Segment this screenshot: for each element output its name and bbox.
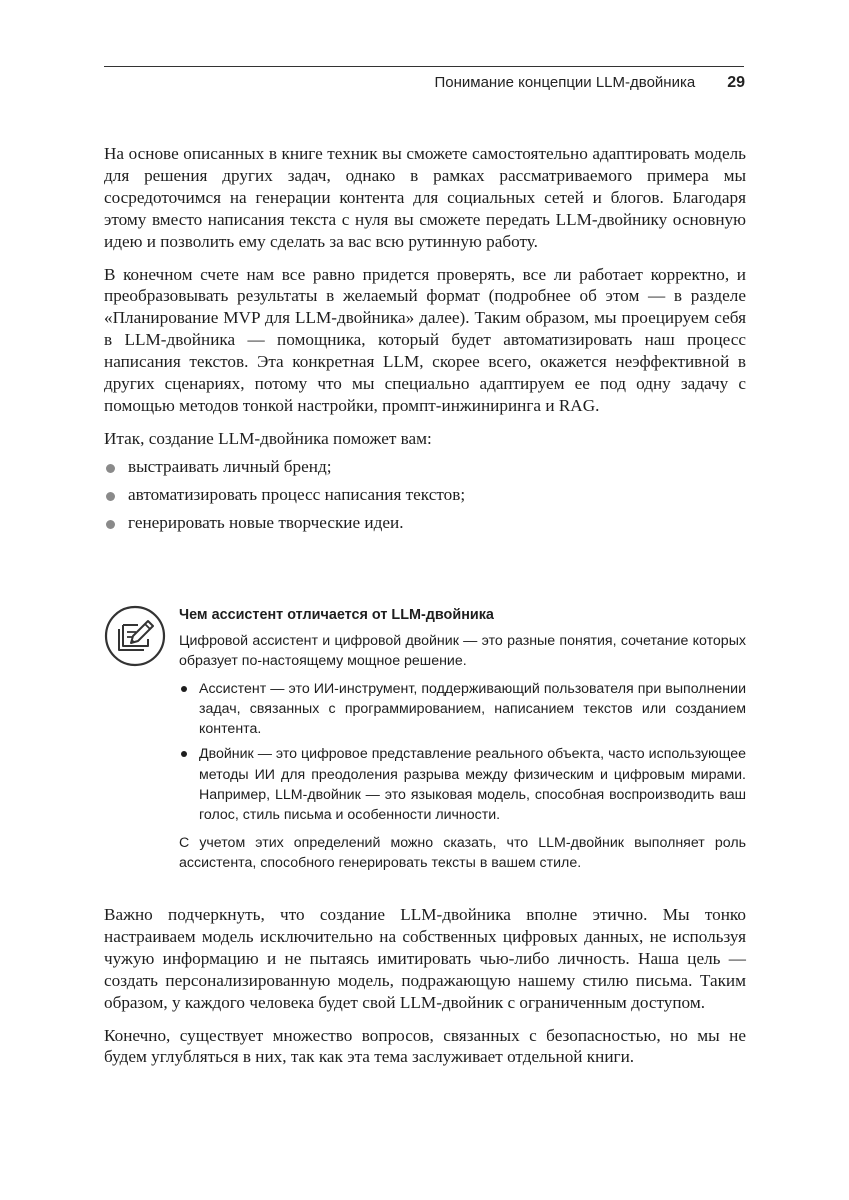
paragraph: Важно подчеркнуть, что создание LLM-двойника вполне этично. Мы тонко настраиваем модель исключительно на собственных цифровых данных, не используя чужую информацию и не пытаясь имитировать чью-либо личность. Наша цель — создать персонализированную модель, подражающую нашему стилю письма. Таким образом, у каждого человека будет свой LLM-двойник с ограниченным доступом. <box>104 905 746 1012</box>
note-definitions-list <box>179 679 746 826</box>
paragraph-lead-in: Итак, создание LLM-двойника поможет вам: <box>104 428 432 448</box>
benefits-list <box>104 456 746 534</box>
note-intro: Цифровой ассистент и цифровой двойник — это разные понятия, сочетание которых образует по-настоящему мощное решение. <box>179 633 746 670</box>
list-item: Ассистент — это ИИ-инструмент, поддерживающий пользователя при выполнении задач, связанных с программированием, написанием текстов или созданием контента. <box>179 679 746 740</box>
running-header <box>434 74 745 92</box>
list-item: автоматизировать процесс написания текстов; <box>104 484 746 506</box>
running-title: Понимание концепции LLM-двойника <box>434 74 696 91</box>
list-item: Двойник — это цифровое представление реального объекта, часто использующее методы ИИ для преодоления разрыва между физическим и цифровым мирами. Например, LLM-двойник — это языковая модель, способная воспроизводить ваш голос, стиль письма и особенности личности. <box>179 744 746 825</box>
paragraph: В конечном счете нам все равно придется проверять, все ли работает корректно, и преобразовывать результаты в желаемый формат (подробнее об этом — в разделе «Планирование MVP для LLM-двойника» далее). Таким образом, мы проецируем себя в LLM-двойника — помощника, который будет автоматизировать наш процесс написания текстов. Эта конкретная LLM, скорее всего, окажется неэффективной в других сценариях, потому что мы специально адаптируем ее под одну задачу с помощью методов тонкой настройки, промпт-инжиниринга и RAG. <box>104 264 746 415</box>
list-item: выстраивать личный бренд; <box>104 456 746 478</box>
note-title: Чем ассистент отличается от LLM-двойника <box>179 607 494 623</box>
page-number: 29 <box>727 74 745 91</box>
paragraph: Конечно, существует множество вопросов, связанных с безопасностью, но мы не будем углубляться в них, так как эта тема заслуживает отдельной книги. <box>104 1025 746 1067</box>
note-box <box>104 605 746 880</box>
header-rule <box>104 66 744 67</box>
paragraph: На основе описанных в книге техник вы сможете самостоятельно адаптировать модель для решения других задач, однако в рамках рассматриваемого примера мы сосредоточимся на генерации контента для социальных сетей и блогов. Благодаря этому вместо написания текста с нуля вы сможете передать LLM-двойнику основную идею и позволить ему сделать за вас всю рутинную работу. <box>104 144 746 251</box>
main-text-bottom <box>104 904 746 1079</box>
main-text-top <box>104 143 746 540</box>
pen-note-icon <box>104 605 166 667</box>
note-content <box>179 605 746 880</box>
list-item: генерировать новые творческие идеи. <box>104 512 746 534</box>
note-conclusion: С учетом этих определений можно сказать, что LLM-двойник выполняет роль ассистента, способного генерировать тексты в вашем стиле. <box>179 834 746 871</box>
